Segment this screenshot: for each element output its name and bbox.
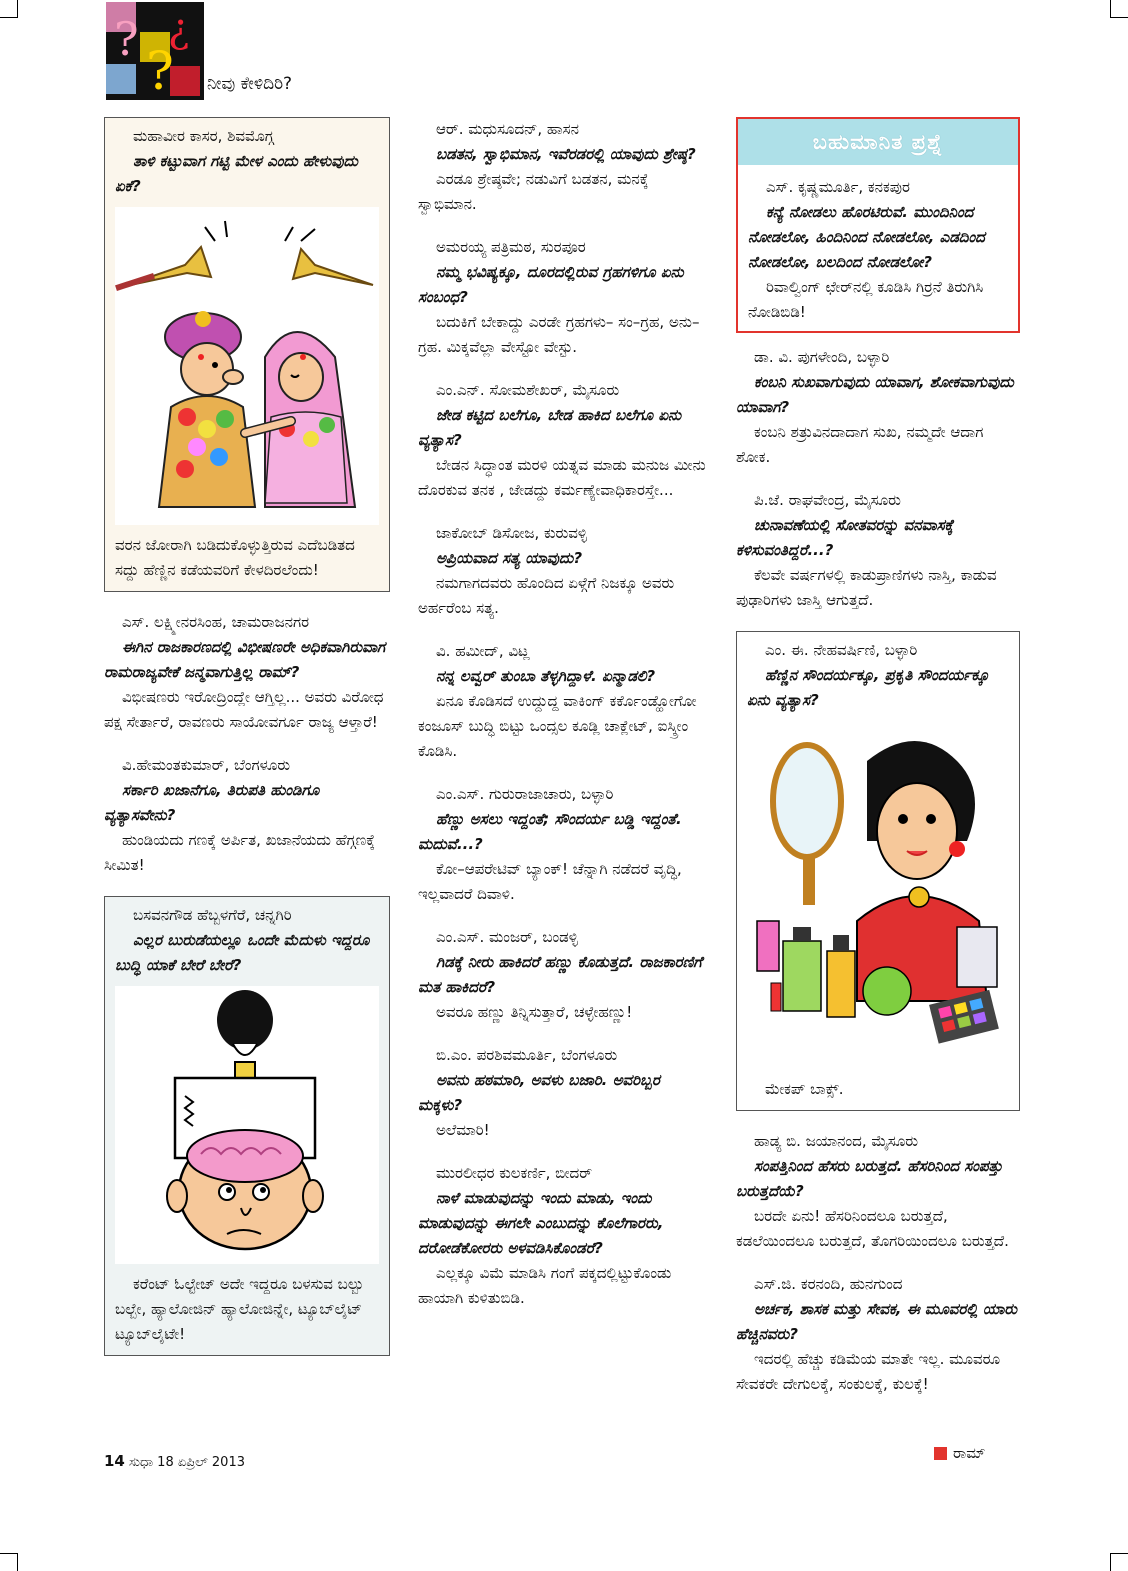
red-square-icon (934, 1447, 947, 1460)
asker: ಡಾ. ವಿ. ಪುಗಳೇಂದಿ, ಬಳ್ಳಾರಿ (754, 348, 890, 366)
question: ಅಪ್ರಿಯವಾದ ಸತ್ಯ ಯಾವುದು? (436, 549, 583, 567)
answer: ಎರಡೂ ಶ್ರೇಷ್ಠವೇ; ನಡುವಿಗೆ ಬಡತನ, ಮನಕ್ಕೆ ಸ್ವಾಭಿಮಾನ. (418, 170, 649, 213)
question: ಕಂಬನಿ ಸುಖವಾಗುವುದು ಯಾವಾಗ, ಶೋಕವಾಗುವುದು ಯಾವಾಗ? (736, 373, 1014, 416)
page-footer (104, 1452, 245, 1470)
question: ನಮ್ಮ ಭವಿಷ್ಯಕ್ಕೂ, ದೂರದಲ್ಲಿರುವ ಗ್ರಹಗಳಿಗೂ ಏನು ಸಂಬಂಧ? (418, 263, 684, 306)
answer: ಬೇಡನ ಸಿದ್ಧಾಂತ ಮರಳಿ ಯತ್ನವ ಮಾಡು ಮನುಜ ಮೀನು ದೊರಕುವ ತನಕ , ಜೇಡದ್ದು ಕರ್ಮಣ್ಯೇವಾಧಿಕಾರಸ್ತೇ... (418, 456, 706, 499)
answer: ಬರದೇ ಏನು! ಹೆಸರಿನಿಂದಲೂ ಬರುತ್ತದೆ, ಕಡಲೆಯಿಂದಲೂ ಬರುತ್ತದೆ, ತೊಗರಿಯಿಂದಲೂ ಬರುತ್ತದೆ. (736, 1207, 1009, 1250)
qa-item (736, 1272, 1020, 1397)
question: ತಾಳಿ ಕಟ್ಟುವಾಗ ಗಟ್ಟಿ ಮೇಳ ಎಂದು ಹೇಳುವುದು ಏಕೆ? (115, 152, 358, 195)
question: ಹೆಣ್ಣಿನ ಸೌಂದರ್ಯಕ್ಕೂ, ಪ್ರಕೃತಿ ಸೌಂದರ್ಯಕ್ಕೂ ಏನು ವ್ಯತ್ಯಾಸ? (747, 666, 990, 709)
column-middle (418, 117, 706, 1329)
asker: ಪಿ.ಜೆ. ರಾಘವೇಂದ್ರ, ಮೈಸೂರು (754, 491, 901, 509)
asker: ಎಂ.ಎಸ್. ಗುರುರಾಜಾಚಾರು, ಬಳ್ಳಾರಿ (436, 785, 614, 803)
question: ಅವನು ಹಠಮಾರಿ, ಅವಳು ಬಜಾರಿ. ಅವರಿಬ್ಬರ ಮಕ್ಕಳು? (418, 1071, 660, 1114)
question: ಸಂಪತ್ತಿನಿಂದ ಹೆಸರು ಬರುತ್ತದೆ. ಹೆಸರಿನಿಂದ ಸಂಪತ್ತು ಬರುತ್ತದೆಯೆ? (736, 1157, 1003, 1200)
asker: ಎಸ್.ಜಿ. ಕರನಂದಿ, ಹುನಗುಂದ (754, 1275, 903, 1293)
question: ಕನ್ಯೆ ನೋಡಲು ಹೊರಟಿರುವೆ. ಮುಂದಿನಿಂದ ನೋಡಲೋ, ಹಿಂದಿನಿಂದ ನೋಡಲೋ, ಎಡದಿಂದ ನೋಡಲೋ, ಬಲದಿಂದ ನೋಡಲೋ? (748, 203, 985, 271)
answer: ಬದುಕಿಗೆ ಬೇಕಾದ್ದು ಎರಡೇ ಗ್ರಹಗಳು– ಸಂ–ಗ್ರಹ, ಅನು– ಗ್ರಹ. ಮಿಕ್ಕವೆಲ್ಲಾ ವೇಸ್ಟೋ ವೇಸ್ಟು. (418, 313, 700, 356)
question-mark-icon: ? (146, 42, 174, 100)
question: ಗಿಡಕ್ಕೆ ನೀರು ಹಾಕಿದರೆ ಹಣ್ಣು ಕೊಡುತ್ತದೆ. ರಾಜಕಾರಣಿಗೆ ಮತ ಹಾಕಿದರೆ? (418, 953, 702, 996)
asker: ವಿ.ಹೇಮಂತಕುಮಾರ್, ಬೆಂಗಳೂರು (122, 756, 291, 774)
asker: ವಿ. ಹಮೀದ್, ವಿಟ್ಲ (436, 642, 530, 660)
author-signature (934, 1444, 985, 1462)
asker: ಎಸ್. ಕೃಷ್ಣಮೂರ್ತಿ, ಕನಕಪುರ (766, 178, 910, 196)
qa-item (418, 521, 706, 621)
crop-mark-bottom-left (0, 1553, 18, 1571)
qa-item (104, 610, 390, 735)
crop-mark-top-right (1110, 0, 1128, 18)
answer: ಕಂಬನಿ ಶತ್ರುವಿನದಾದಾಗ ಸುಖ, ನಮ್ಮದೇ ಆದಾಗ ಶೋಕ. (736, 423, 984, 466)
answer: ಎಲ್ಲಕ್ಕೂ ವಿಮೆ ಮಾಡಿಸಿ ಗಂಗೆ ಪಕ್ಕದಲ್ಲಿಟ್ಟುಕೊಂಡು ಹಾಯಾಗಿ ಕುಳಿತುಬಿಡಿ. (418, 1264, 672, 1307)
asker: ಬಸವನಗೌಡ ಹೆಬ್ಬಳಗೆರೆ, ಚನ್ನಗಿರಿ (133, 906, 292, 924)
qa-item (736, 1129, 1020, 1254)
answer: ಕೋ–ಆಪರೇಟಿವ್ ಬ್ಯಾಂಕ್! ಚೆನ್ನಾಗಿ ನಡೆದರೆ ವೃದ್ಧಿ, ಇಲ್ಲವಾದರೆ ದಿವಾಳಿ. (418, 860, 682, 903)
brain-bulb-cartoon-illustration (115, 986, 379, 1264)
question: ಚುನಾವಣೆಯಲ್ಲಿ ಸೋತವರನ್ನು ವನವಾಸಕ್ಕೆ ಕಳಿಸುವಂತಿದ್ದರೆ...? (736, 516, 954, 559)
makeup-cartoon-illustration (747, 721, 1009, 1069)
answer: ಮೇಕಪ್ ಬಾಕ್ಸ್. (765, 1080, 844, 1098)
qa-item (418, 782, 706, 907)
cartoon-box-wedding (104, 117, 390, 592)
wedding-cartoon-illustration (115, 207, 379, 525)
crop-mark-top-left (0, 0, 18, 18)
qa-item (736, 345, 1020, 470)
cartoon-box-brain (104, 896, 390, 1356)
crop-mark-bottom-right (1110, 1553, 1128, 1571)
asker: ಎಂ.ಎಸ್. ಮಂಜರ್, ಬಂಡಳ್ಳಿ (436, 928, 578, 946)
answer: ಅವರೂ ಹಣ್ಣು ತಿನ್ನಿಸುತ್ತಾರೆ, ಚಳ್ಳೇಹಣ್ಣು! (436, 1003, 633, 1021)
answer: ವರನ ಜೋರಾಗಿ ಬಡಿದುಕೊಳ್ಳುತ್ತಿರುವ ಎದೆಬಡಿತದ ಸದ್ದು ಹೆಣ್ಣಿನ ಕಡೆಯವರಿಗೆ ಕೇಳದಿರಲೆಂದು! (115, 536, 355, 579)
asker: ಆರ್. ಮಧುಸೂದನ್, ಹಾಸನ (436, 120, 579, 138)
column-title: ನೀವು ಕೇಳಿದಿರಿ? (207, 74, 293, 94)
asker: ಎಂ. ಈ. ನೇಹವರ್ಷಿಣಿ, ಬಳ್ಳಾರಿ (765, 641, 918, 659)
author-name: ರಾಮ್ (953, 1444, 986, 1462)
qa-item (104, 753, 390, 878)
asker: ಜಾಕೋಬ್ ಡಿಸೋಜ, ಕುರುವಳ್ಳಿ (436, 524, 587, 542)
question: ಬಡತನ, ಸ್ವಾಭಿಮಾನ, ಇವೆರಡರಲ್ಲಿ ಯಾವುದು ಶ್ರೇಷ್ಠ? (436, 145, 696, 163)
page-number: 14 (104, 1452, 125, 1470)
qa-item (418, 1043, 706, 1143)
qa-item (418, 1161, 706, 1311)
qa-item (418, 378, 706, 503)
qa-item (736, 488, 1020, 613)
asker: ಬಿ.ಎಂ. ಪರಶಿವಮೂರ್ತಿ, ಬೆಂಗಳೂರು (436, 1046, 618, 1064)
question: ನಾಳೆ ಮಾಡುವುದನ್ನು ಇಂದು ಮಾಡು, ಇಂದು ಮಾಡುವುದನ್ನು ಈಗಲೇ ಎಂಬುದನ್ನು ಕೊಲೆಗಾರರು, ದರೋಡೆಕೋರರು ಅಳವಡಿಸಿಕೊಂಡರೆ? (418, 1189, 664, 1257)
qa-item (418, 925, 706, 1025)
answer: ಏನೂ ಕೊಡಿಸದೆ ಉದ್ದುದ್ದ ವಾಕಿಂಗ್ ಕರ್ಕೊಂಡ್ಹೋಗೋ ಕಂಜೂಸ್ ಬುದ್ಧಿ ಬಿಟ್ಟು ಒಂದ್ಸಲ ಕೂಡ್ಲಿ ಚಾಕ್ಲೇಟ್, ಐಸ್ಕ್ರೀಂ ಕೊಡಿಸಿ. (418, 692, 697, 760)
prize-heading: ಬಹುಮಾನಿತ ಪ್ರಶ್ನೆ (738, 119, 1018, 165)
answer: ಕೆಲವೇ ವರ್ಷಗಳಲ್ಲಿ ಕಾಡುಪ್ರಾಣಿಗಳು ನಾಸ್ತಿ, ಕಾಡುವ ಪುಢಾರಿಗಳು ಜಾಸ್ತಿ ಆಗುತ್ತದೆ. (736, 566, 997, 609)
answer: ನಮಗಾಗದವರು ಹೊಂದಿದ ಏಳ್ಗೆಗೆ ನಿಜಕ್ಕೂ ಅವರು ಅರ್ಹರೆಂಬ ಸತ್ಯ. (418, 574, 675, 617)
asker: ಎಸ್. ಲಕ್ಷ್ಮೀನರಸಿಂಹ, ಚಾಮರಾಜನಗರ (122, 613, 310, 631)
question: ಎಲ್ಲರ ಬುರುಡೆಯಲ್ಲೂ ಒಂದೇ ಮೆದುಳು ಇದ್ದರೂ ಬುದ್ಧಿ ಯಾಕೆ ಬೇರೆ ಬೇರೆ? (115, 931, 370, 974)
column-logo-question-marks (106, 2, 204, 100)
question: ಸರ್ಕಾರಿ ಖಜಾನೆಗೂ, ತಿರುಪತಿ ಹುಂಡಿಗೂ ವ್ಯತ್ಯಾಸವೇನು? (104, 781, 320, 824)
asker: ಮುರಲೀಧರ ಕುಲಕರ್ಣಿ, ಬೀದರ್ (436, 1164, 593, 1182)
answer: ವಿಭೀಷಣರು ಇರೋದ್ರಿಂದ್ಲೇ ಆಗ್ತಿಲ್ಲ... ಅವರು ವಿರೋಧ ಪಕ್ಷ ಸೇರ್ತಾರೆ, ರಾವಣರು ಸಾಯೋವರ್ಗೂ ರಾಜ್ಯ ಆಳ್ತಾರೆ! (104, 688, 384, 731)
question: ಈಗಿನ ರಾಜಕಾರಣದಲ್ಲಿ ವಿಭೀಷಣರೇ ಅಧಿಕವಾಗಿರುವಾಗ ರಾಮರಾಜ್ಯವೇಕೆ ಜನ್ಮವಾಗುತ್ತಿಲ್ಲ ರಾಮ್? (104, 638, 386, 681)
question: ಜೇಡ ಕಟ್ಟಿದ ಬಲೆಗೂ, ಬೇಡ ಹಾಕಿದ ಬಲೆಗೂ ಏನು ವ್ಯತ್ಯಾಸ? (418, 406, 682, 449)
question: ಅರ್ಚಕ, ಶಾಸಕ ಮತ್ತು ಸೇವಕ, ಈ ಮೂವರಲ್ಲಿ ಯಾರು ಹೆಚ್ಚಿನವರು? (736, 1300, 1017, 1343)
qa-item (418, 235, 706, 360)
cartoon-box-makeup (736, 631, 1020, 1111)
qa-item (418, 117, 706, 217)
question-mark-icon: ¿ (168, 6, 190, 52)
answer: ಅಲೆಮಾರಿ! (436, 1121, 490, 1139)
asker: ಮಹಾವೀರ ಕಾಸರ, ಶಿವಮೊಗ್ಗ (133, 127, 274, 145)
asker: ಅಮರಯ್ಯ ಪತ್ರಿಮಠ, ಸುರಪೂರ (436, 238, 586, 256)
prize-question-box (736, 117, 1020, 333)
question: ಹೆಣ್ಣು ಅಸಲು ಇದ್ದಂತೆ; ಸೌಂದರ್ಯ ಬಡ್ಡಿ ಇದ್ದಂತೆ. ಮದುವೆ...? (418, 810, 682, 853)
question: ನನ್ನ ಲವ್ವರ್ ತುಂಬಾ ತೆಳ್ಳಗಿದ್ದಾಳೆ. ಏನ್ಮಾಡಲಿ? (436, 667, 656, 685)
answer: ಇದರಲ್ಲಿ ಹೆಚ್ಚು ಕಡಿಮೆಯ ಮಾತೇ ಇಲ್ಲ. ಮೂವರೂ ಸೇವಕರೇ ದೇಗುಲಕ್ಕೆ, ಸಂಕುಲಕ್ಕೆ, ಕುಲಕ್ಕೆ! (736, 1350, 1001, 1393)
issue-info: ಸುಧಾ 18 ಏಪ್ರಿಲ್ 2013 (129, 1455, 245, 1470)
question-mark-icon: ? (114, 12, 139, 66)
column-left (104, 117, 390, 1374)
qa-item (418, 639, 706, 764)
column-right (736, 117, 1020, 1415)
asker: ಹಾಡ್ಯ ಬಿ. ಜಯಾನಂದ, ಮೈಸೂರು (754, 1132, 919, 1150)
answer: ರಿವಾಲ್ವಿಂಗ್ ಛೇರ್‌ನಲ್ಲಿ ಕೂಡಿಸಿ ಗಿರ್ರನೆ ತಿರುಗಿಸಿ ನೋಡಿಬಿಡಿ! (748, 278, 984, 321)
asker: ಎಂ.ಎನ್. ಸೋಮಶೇಖರ್, ಮೈಸೂರು (436, 381, 620, 399)
answer: ಹುಂಡಿಯದು ಗಣಕ್ಕೆ ಅರ್ಪಿತ, ಖಜಾನೆಯದು ಹೆಗ್ಗಣಕ್ಕೆ ಸೀಮಿತ! (104, 831, 376, 874)
answer: ಕರೆಂಟ್ ಓಲ್ಟೇಜ್ ಅದೇ ಇದ್ದರೂ ಬಳಸುವ ಬಲ್ಬು ಬಲ್ಬೇ, ಹ್ಯಾಲೋಜಿನ್ ಹ್ಯಾಲೋಜಿನ್ನೇ, ಟ್ಯೂಬ್‌ಲೈಟ್ ಟ್ಯೂಬ್‌ಲೈಟೇ! (115, 1275, 365, 1343)
